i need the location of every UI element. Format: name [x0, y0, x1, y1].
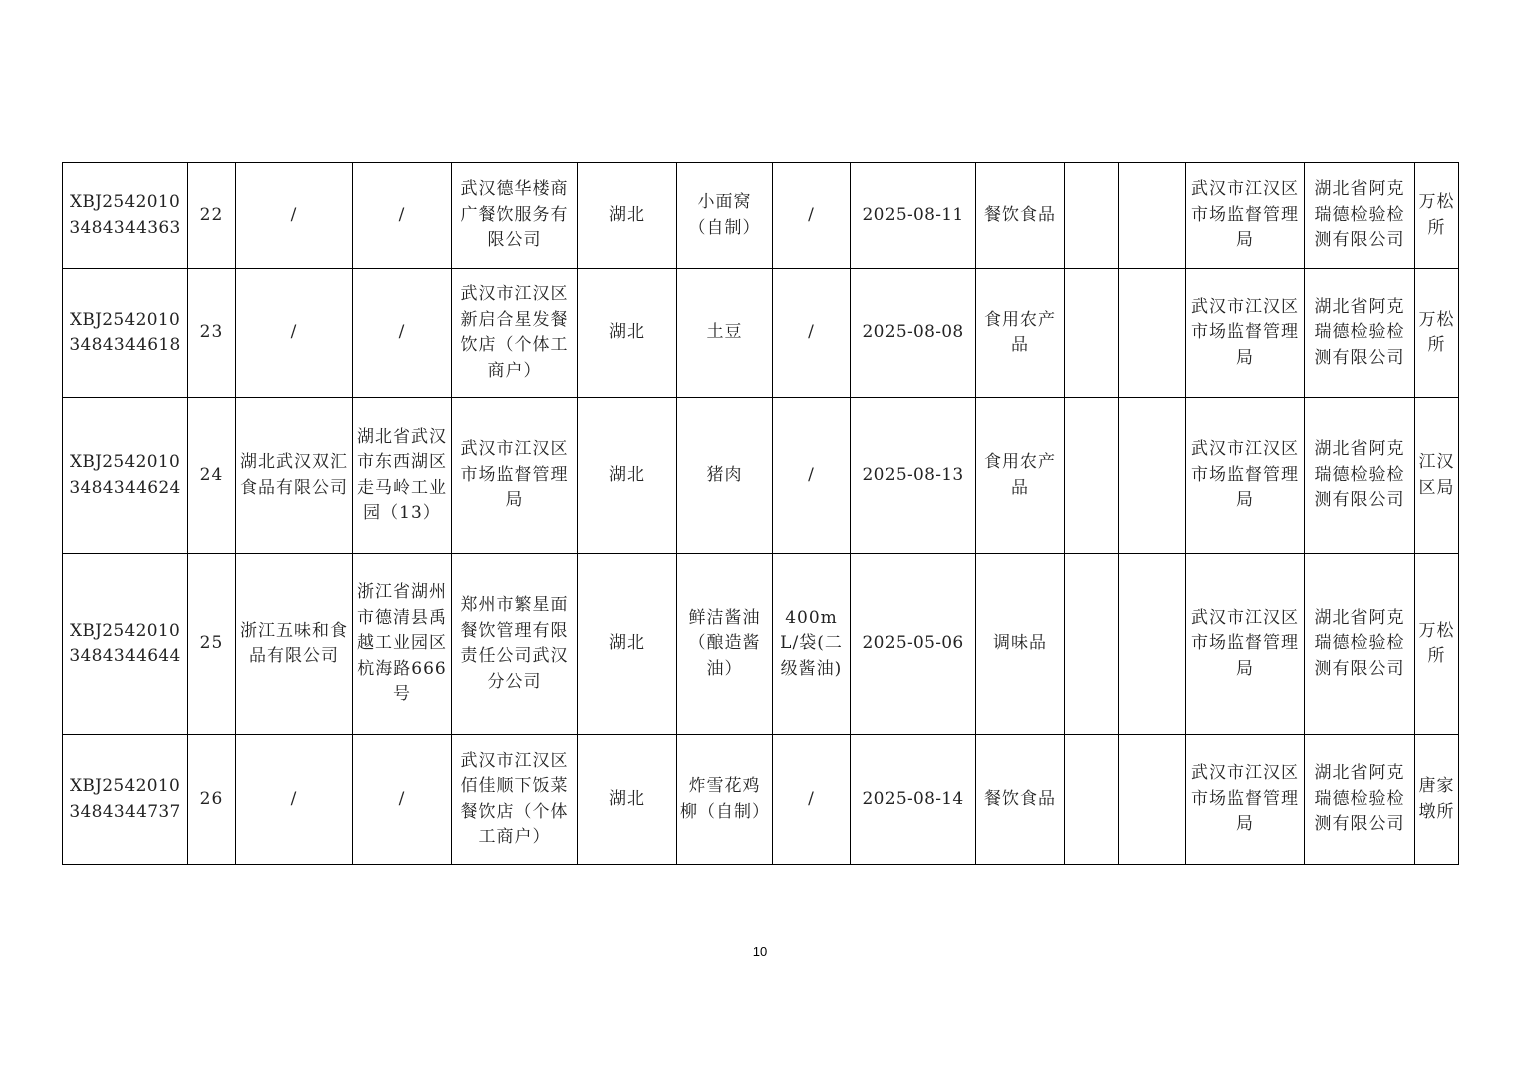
production-date-cell: 2025-08-08: [851, 269, 976, 398]
sampled-unit-cell: 郑州市繁星面餐饮管理有限责任公司武汉分公司: [452, 554, 578, 735]
specification-cell: /: [773, 269, 851, 398]
table-row: [63, 163, 1459, 269]
specification-cell: /: [773, 398, 851, 554]
sample-id-cell: XBJ25420103484344644: [63, 554, 188, 735]
sequence-number-cell: 23: [188, 269, 236, 398]
manufacturer-cell: /: [236, 163, 353, 269]
blank-cell: [1119, 554, 1186, 735]
table-body: [63, 163, 1459, 865]
testing-agency-cell: 湖北省阿克瑞德检验检测有限公司: [1305, 398, 1415, 554]
sequence-number-cell: 26: [188, 735, 236, 865]
sampled-unit-cell: 武汉市江汉区新启合星发餐饮店（个体工商户）: [452, 269, 578, 398]
specification-cell: /: [773, 735, 851, 865]
testing-agency-cell: 湖北省阿克瑞德检验检测有限公司: [1305, 554, 1415, 735]
sampled-unit-cell: 武汉德华楼商广餐饮服务有限公司: [452, 163, 578, 269]
food-category-cell: 食用农产品: [976, 398, 1065, 554]
sampling-results-table: [62, 162, 1459, 865]
manufacturer-cell: 浙江五味和食品有限公司: [236, 554, 353, 735]
task-source-cell: 武汉市江汉区市场监督管理局: [1186, 163, 1305, 269]
testing-agency-cell: 湖北省阿克瑞德检验检测有限公司: [1305, 269, 1415, 398]
production-date-cell: 2025-08-14: [851, 735, 976, 865]
branch-office-cell: 万松所: [1415, 269, 1459, 398]
blank-cell: [1119, 398, 1186, 554]
sequence-number-cell: 25: [188, 554, 236, 735]
food-name-cell: 猪肉: [677, 398, 773, 554]
task-source-cell: 武汉市江汉区市场监督管理局: [1186, 398, 1305, 554]
branch-office-cell: 万松所: [1415, 163, 1459, 269]
blank-cell: [1065, 398, 1119, 554]
table-row: [63, 735, 1459, 865]
production-date-cell: 2025-05-06: [851, 554, 976, 735]
blank-cell: [1065, 163, 1119, 269]
production-date-cell: 2025-08-13: [851, 398, 976, 554]
blank-cell: [1065, 554, 1119, 735]
food-category-cell: 餐饮食品: [976, 163, 1065, 269]
blank-cell: [1119, 735, 1186, 865]
province-cell: 湖北: [578, 735, 677, 865]
branch-office-cell: 唐家墩所: [1415, 735, 1459, 865]
sample-id-cell: XBJ25420103484344618: [63, 269, 188, 398]
testing-agency-cell: 湖北省阿克瑞德检验检测有限公司: [1305, 735, 1415, 865]
manufacturer-address-cell: /: [353, 163, 452, 269]
sample-id-cell: XBJ25420103484344624: [63, 398, 188, 554]
testing-agency-cell: 湖北省阿克瑞德检验检测有限公司: [1305, 163, 1415, 269]
table-row: [63, 269, 1459, 398]
food-name-cell: 鲜洁酱油（酿造酱油）: [677, 554, 773, 735]
manufacturer-cell: /: [236, 269, 353, 398]
province-cell: 湖北: [578, 554, 677, 735]
food-name-cell: 炸雪花鸡柳（自制）: [677, 735, 773, 865]
table-row: [63, 554, 1459, 735]
sample-id-cell: XBJ25420103484344737: [63, 735, 188, 865]
province-cell: 湖北: [578, 269, 677, 398]
manufacturer-cell: /: [236, 735, 353, 865]
task-source-cell: 武汉市江汉区市场监督管理局: [1186, 269, 1305, 398]
blank-cell: [1119, 163, 1186, 269]
sample-id-cell: XBJ25420103484344363: [63, 163, 188, 269]
food-category-cell: 餐饮食品: [976, 735, 1065, 865]
manufacturer-address-cell: 浙江省湖州市德清县禹越工业园区杭海路666号: [353, 554, 452, 735]
manufacturer-address-cell: /: [353, 735, 452, 865]
blank-cell: [1065, 269, 1119, 398]
manufacturer-address-cell: /: [353, 269, 452, 398]
blank-cell: [1065, 735, 1119, 865]
province-cell: 湖北: [578, 163, 677, 269]
food-category-cell: 食用农产品: [976, 269, 1065, 398]
table-row: [63, 398, 1459, 554]
sampled-unit-cell: 武汉市江汉区佰佳顺下饭菜餐饮店（个体工商户）: [452, 735, 578, 865]
branch-office-cell: 江汉区局: [1415, 398, 1459, 554]
sampled-unit-cell: 武汉市江汉区市场监督管理局: [452, 398, 578, 554]
specification-cell: /: [773, 163, 851, 269]
food-name-cell: 土豆: [677, 269, 773, 398]
food-category-cell: 调味品: [976, 554, 1065, 735]
task-source-cell: 武汉市江汉区市场监督管理局: [1186, 554, 1305, 735]
blank-cell: [1119, 269, 1186, 398]
specification-cell: 400mL/袋(二级酱油): [773, 554, 851, 735]
sequence-number-cell: 22: [188, 163, 236, 269]
branch-office-cell: 万松所: [1415, 554, 1459, 735]
province-cell: 湖北: [578, 398, 677, 554]
page-number: 10: [752, 944, 768, 959]
sequence-number-cell: 24: [188, 398, 236, 554]
manufacturer-cell: 湖北武汉双汇食品有限公司: [236, 398, 353, 554]
manufacturer-address-cell: 湖北省武汉市东西湖区走马岭工业园（13）: [353, 398, 452, 554]
production-date-cell: 2025-08-11: [851, 163, 976, 269]
task-source-cell: 武汉市江汉区市场监督管理局: [1186, 735, 1305, 865]
food-name-cell: 小面窝（自制）: [677, 163, 773, 269]
